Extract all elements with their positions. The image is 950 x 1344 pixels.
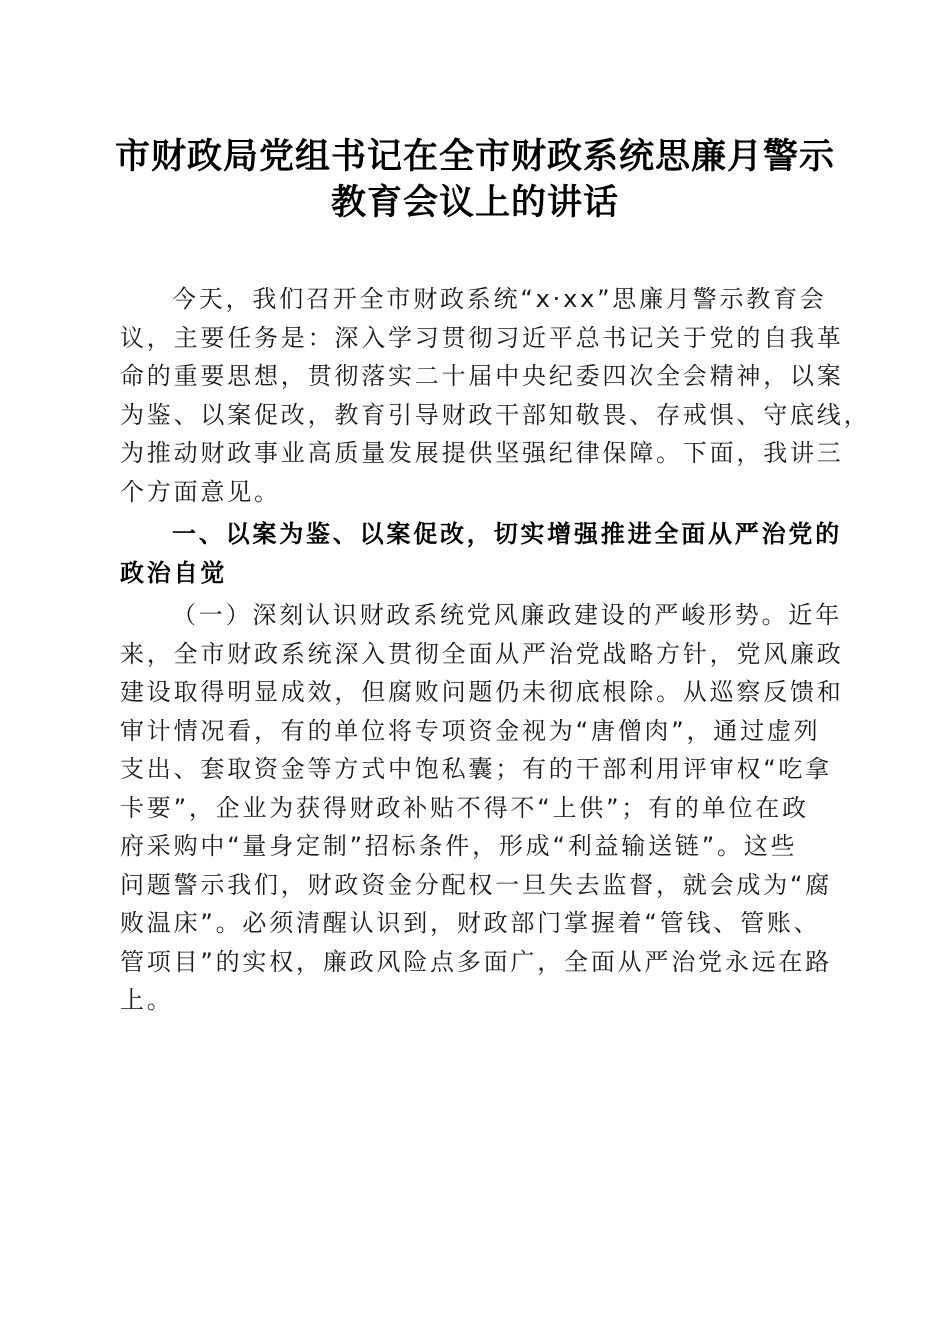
title-line-1: 市财政局党组书记在全市财政系统思廉月警示 xyxy=(114,136,835,177)
paragraph-line: 为推动财政事业高质量发展提供坚强纪律保障。下面，我讲三 xyxy=(120,439,844,467)
paragraph-line: （一）深刻认识财政系统党风廉政建设的严峻形势。近年 xyxy=(172,601,842,629)
heading-line: 政治自觉 xyxy=(120,558,228,587)
paragraph-line: 审计情况看，有的单位将专项资金视为“唐僧肉”，通过虚列 xyxy=(120,716,821,745)
paragraph-line: 败温床”。必须清醒认识到，财政部门掌握着“管钱、管账、 xyxy=(120,909,821,937)
paragraph-line: 卡要”，企业为获得财政补贴不得不“上供”；有的单位在政 xyxy=(120,793,809,822)
document-body xyxy=(120,280,871,1020)
heading-line: 一、以案为鉴、以案促改，切实增强推进全面从严治党的 xyxy=(172,520,842,548)
paragraph-line: 府采购中“量身定制”招标条件，形成“利益输送链”。这些 xyxy=(120,832,798,860)
intro-paragraph xyxy=(120,280,871,511)
paragraph-line: 今天，我们召开全市财政系统“x·xx”思廉月警示教育会 xyxy=(172,285,827,313)
paragraph-line: 建设取得明显成效，但腐败问题仍未彻底根除。从巡察反馈和 xyxy=(120,678,844,706)
paragraph-line: 支出、套取资金等方式中饱私囊；有的干部利用评审权“吃拿 xyxy=(120,755,833,783)
subsection-paragraph-1 xyxy=(120,596,844,1020)
paragraph-line: 为鉴、以案促改，教育引导财政干部知敬畏、存戒惧、守底线， xyxy=(120,400,871,429)
paragraph-line: 上。 xyxy=(120,986,174,1014)
paragraph-line: 命的重要思想，贯彻落实二十届中央纪委四次全会精神，以案 xyxy=(120,362,844,390)
paragraph-line: 问题警示我们，财政资金分配权一旦失去监督，就会成为“腐 xyxy=(120,870,833,899)
paragraph-line: 来，全市财政系统深入贯彻全面从严治党战略方针，党风廉政 xyxy=(120,639,844,668)
paragraph-line: 管项目”的实权，廉政风险点多面广，全面从严治党永远在路 xyxy=(120,947,833,976)
section-heading-1 xyxy=(120,515,842,592)
title-line-2: 教育会议上的讲话 xyxy=(330,182,619,223)
paragraph-line: 个方面意见。 xyxy=(120,477,281,506)
document-title xyxy=(60,134,890,226)
paragraph-line: 议，主要任务是：深入学习贯彻习近平总书记关于党的自我革 xyxy=(120,323,844,352)
